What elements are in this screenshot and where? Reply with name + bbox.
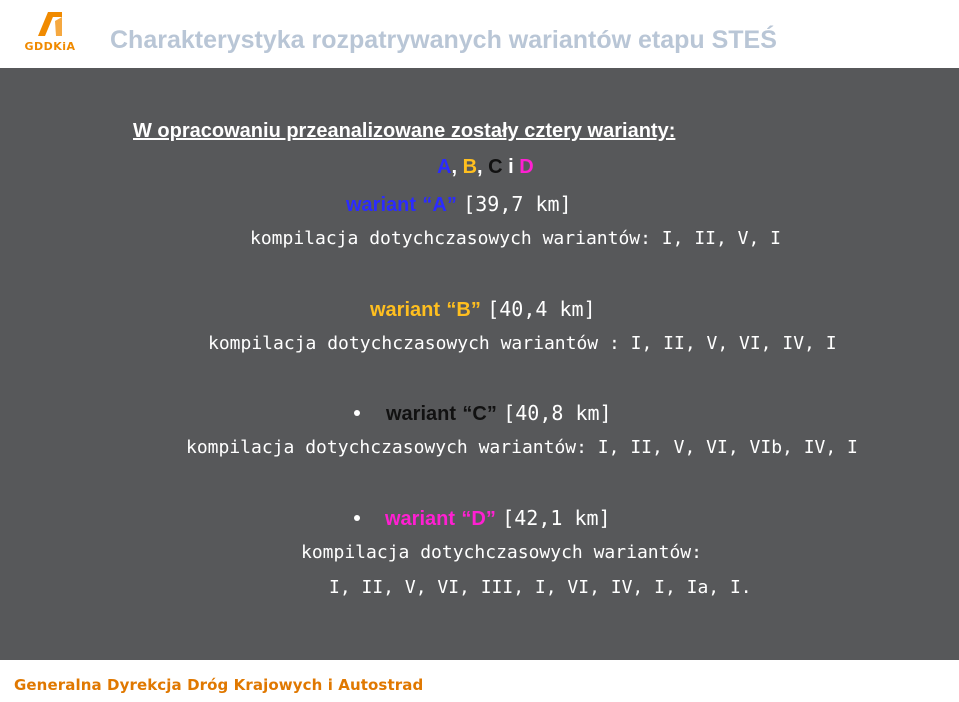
variant-a-title: wariant “A” [39,7 km] bbox=[346, 192, 572, 216]
list-conjunction: i bbox=[502, 156, 520, 178]
variant-c-length: [40,8 km] bbox=[503, 401, 612, 425]
header bbox=[0, 0, 959, 68]
variant-b-label: wariant bbox=[370, 299, 441, 321]
variant-d-label: wariant bbox=[385, 508, 456, 530]
variant-c-label: wariant bbox=[386, 403, 457, 425]
page-title: Charakterystyka rozpatrywanych wariantów etapu STEŚ bbox=[110, 26, 777, 54]
variant-d-letter: D bbox=[471, 508, 486, 530]
variant-a-tag: A bbox=[437, 156, 452, 178]
footer-organization: Generalna Dyrekcja Dróg Krajowych i Autostrad bbox=[14, 676, 424, 694]
variant-b-compilation: kompilacja dotychczasowych wariantów : I, II, V, VI, IV, I bbox=[208, 333, 837, 354]
variant-b-length: [40,4 km] bbox=[487, 297, 596, 321]
variant-a-compilation: kompilacja dotychczasowych wariantów: I, II, V, I bbox=[250, 228, 782, 249]
gddkia-logo-icon bbox=[15, 8, 85, 40]
variant-b-letter: B bbox=[456, 299, 471, 321]
variant-d-compilation: kompilacja dotychczasowych wariantów: bbox=[301, 542, 702, 563]
variants-list bbox=[437, 157, 534, 177]
variant-d-compilation-continued: I, II, V, VI, III, I, VI, IV, I, Ia, I. bbox=[329, 577, 752, 598]
list-separator: , bbox=[477, 156, 489, 178]
bullet-icon bbox=[354, 410, 360, 416]
variant-c-tag: C bbox=[488, 156, 503, 178]
variant-d-length: [42,1 km] bbox=[502, 506, 611, 530]
gddkia-logo bbox=[15, 8, 85, 58]
variant-c-letter: C bbox=[472, 403, 487, 425]
variant-d-title: wariant “D” [42,1 km] bbox=[385, 506, 611, 530]
variants-heading: W opracowaniu przeanalizowane zostały cztery warianty: bbox=[133, 120, 676, 142]
list-separator: , bbox=[451, 156, 463, 178]
variant-d-tag: D bbox=[519, 156, 534, 178]
variant-a-label: wariant bbox=[346, 194, 417, 216]
variant-b-title: wariant “B” [40,4 km] bbox=[370, 297, 596, 321]
variant-c-title: wariant “C” [40,8 km] bbox=[386, 401, 612, 425]
variant-a-letter: A bbox=[432, 194, 447, 216]
variant-c-compilation: kompilacja dotychczasowych wariantów: I, II, V, VI, VIb, IV, I bbox=[186, 437, 858, 458]
variant-b-tag: B bbox=[462, 156, 478, 178]
variant-a-length: [39,7 km] bbox=[463, 192, 572, 216]
bullet-icon bbox=[354, 515, 360, 521]
logo-text: GDDKiA bbox=[24, 40, 76, 53]
